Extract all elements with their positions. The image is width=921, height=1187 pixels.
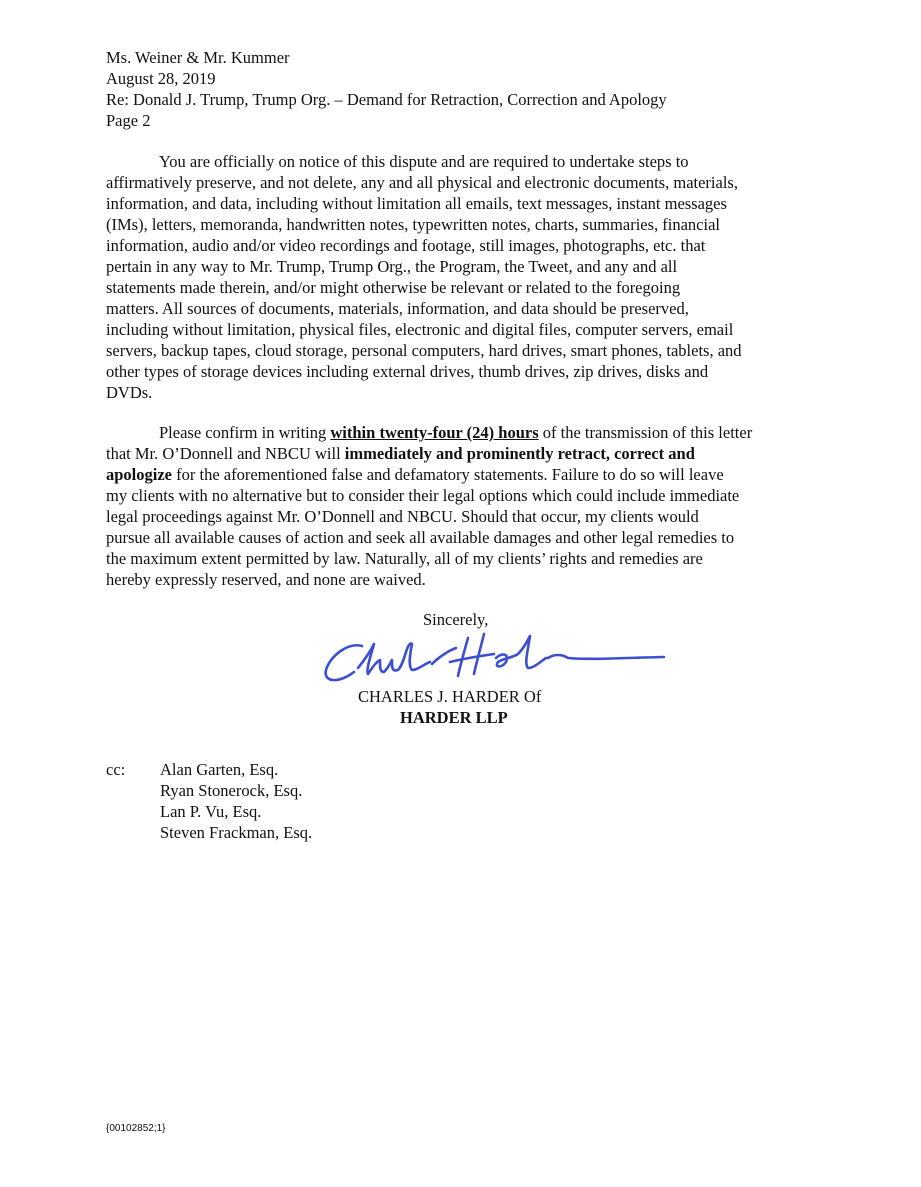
cc-recipient: Ryan Stonerock, Esq.	[160, 781, 303, 800]
paragraph-line: affirmatively preserve, and not delete, any and all physical and electronic documents, materials,	[106, 173, 738, 192]
cc-recipient: Steven Frackman, Esq.	[160, 823, 313, 842]
demand-emphasis: immediately and prominently retract, correct and	[344, 444, 695, 463]
paragraph-line: the maximum extent permitted by law. Naturally, all of my clients’ rights and remedies are	[106, 549, 703, 568]
document-number: {00102852;1}	[106, 1123, 166, 1134]
cc-recipient-list	[160, 759, 312, 843]
demand-emphasis: apologize	[106, 465, 172, 484]
handwritten-signature	[318, 628, 670, 690]
text-segment: of the transmission of this letter	[538, 423, 753, 442]
re-line: Re: Donald J. Trump, Trump Org. – Demand for Retraction, Correction and Apology	[106, 90, 667, 109]
paragraph-line	[106, 443, 818, 464]
valediction: Sincerely,	[423, 610, 489, 629]
paragraph-line: pertain in any way to Mr. Trump, Trump Org., the Program, the Tweet, and any and all	[106, 257, 678, 276]
paragraph-line: matters. All sources of documents, materials, information, and data should be preserved,	[106, 299, 689, 318]
paragraph-line: You are officially on notice of this dispute and are required to undertake steps to	[159, 152, 689, 171]
deadline-emphasis: within twenty-four (24) hours	[330, 423, 539, 442]
signature-stroke	[358, 643, 430, 674]
preservation-paragraph	[106, 151, 818, 403]
cc-recipient: Alan Garten, Esq.	[160, 760, 279, 779]
text-segment: that Mr. O’Donnell and NBCU will	[106, 444, 345, 463]
cc-label: cc:	[106, 760, 126, 779]
paragraph-line: other types of storage devices including external drives, thumb drives, zip drives, disks and	[106, 362, 709, 381]
paragraph-line: information, and data, including without limitation all emails, text messages, instant messages	[106, 194, 727, 213]
text-segment: Please confirm in writing	[159, 423, 331, 442]
paragraph-line	[106, 422, 818, 443]
cc-recipient: Lan P. Vu, Esq.	[160, 802, 262, 821]
paragraph-line: including without limitation, physical files, electronic and digital files, computer servers, email	[106, 320, 734, 339]
signer-name: CHARLES J. HARDER Of	[358, 687, 542, 706]
signature-stroke	[496, 636, 546, 668]
signature-stroke	[548, 655, 664, 659]
paragraph-line: my clients with no alternative but to consider their legal options which could include immediate	[106, 486, 740, 505]
signature-stroke	[326, 645, 362, 680]
addressee: Ms. Weiner & Mr. Kummer	[106, 48, 290, 67]
paragraph-line: DVDs.	[106, 383, 153, 402]
page-number: Page 2	[106, 111, 151, 130]
signature-stroke	[432, 634, 494, 676]
paragraph-line: (IMs), letters, memoranda, handwritten notes, typewritten notes, charts, summaries, financial	[106, 215, 720, 234]
text-segment: for the aforementioned false and defamatory statements. Failure to do so will leave	[172, 465, 724, 484]
paragraph-line: statements made therein, and/or might otherwise be relevant or related to the foregoing	[106, 278, 681, 297]
paragraph-line: legal proceedings against Mr. O’Donnell and NBCU. Should that occur, my clients would	[106, 507, 699, 526]
paragraph-line	[106, 464, 818, 485]
paragraph-line: pursue all available causes of action and seek all available damages and other legal remedies to	[106, 528, 735, 547]
paragraph-line: hereby expressly reserved, and none are waived.	[106, 570, 426, 589]
paragraph-line: servers, backup tapes, cloud storage, personal computers, hard drives, smart phones, tablets, and	[106, 341, 742, 360]
demand-paragraph	[106, 422, 818, 590]
letter-header	[106, 47, 826, 131]
firm-name: HARDER LLP	[400, 708, 508, 727]
letter-date: August 28, 2019	[106, 69, 216, 88]
paragraph-line: information, audio and/or video recordings and footage, still images, photographs, etc. that	[106, 236, 706, 255]
